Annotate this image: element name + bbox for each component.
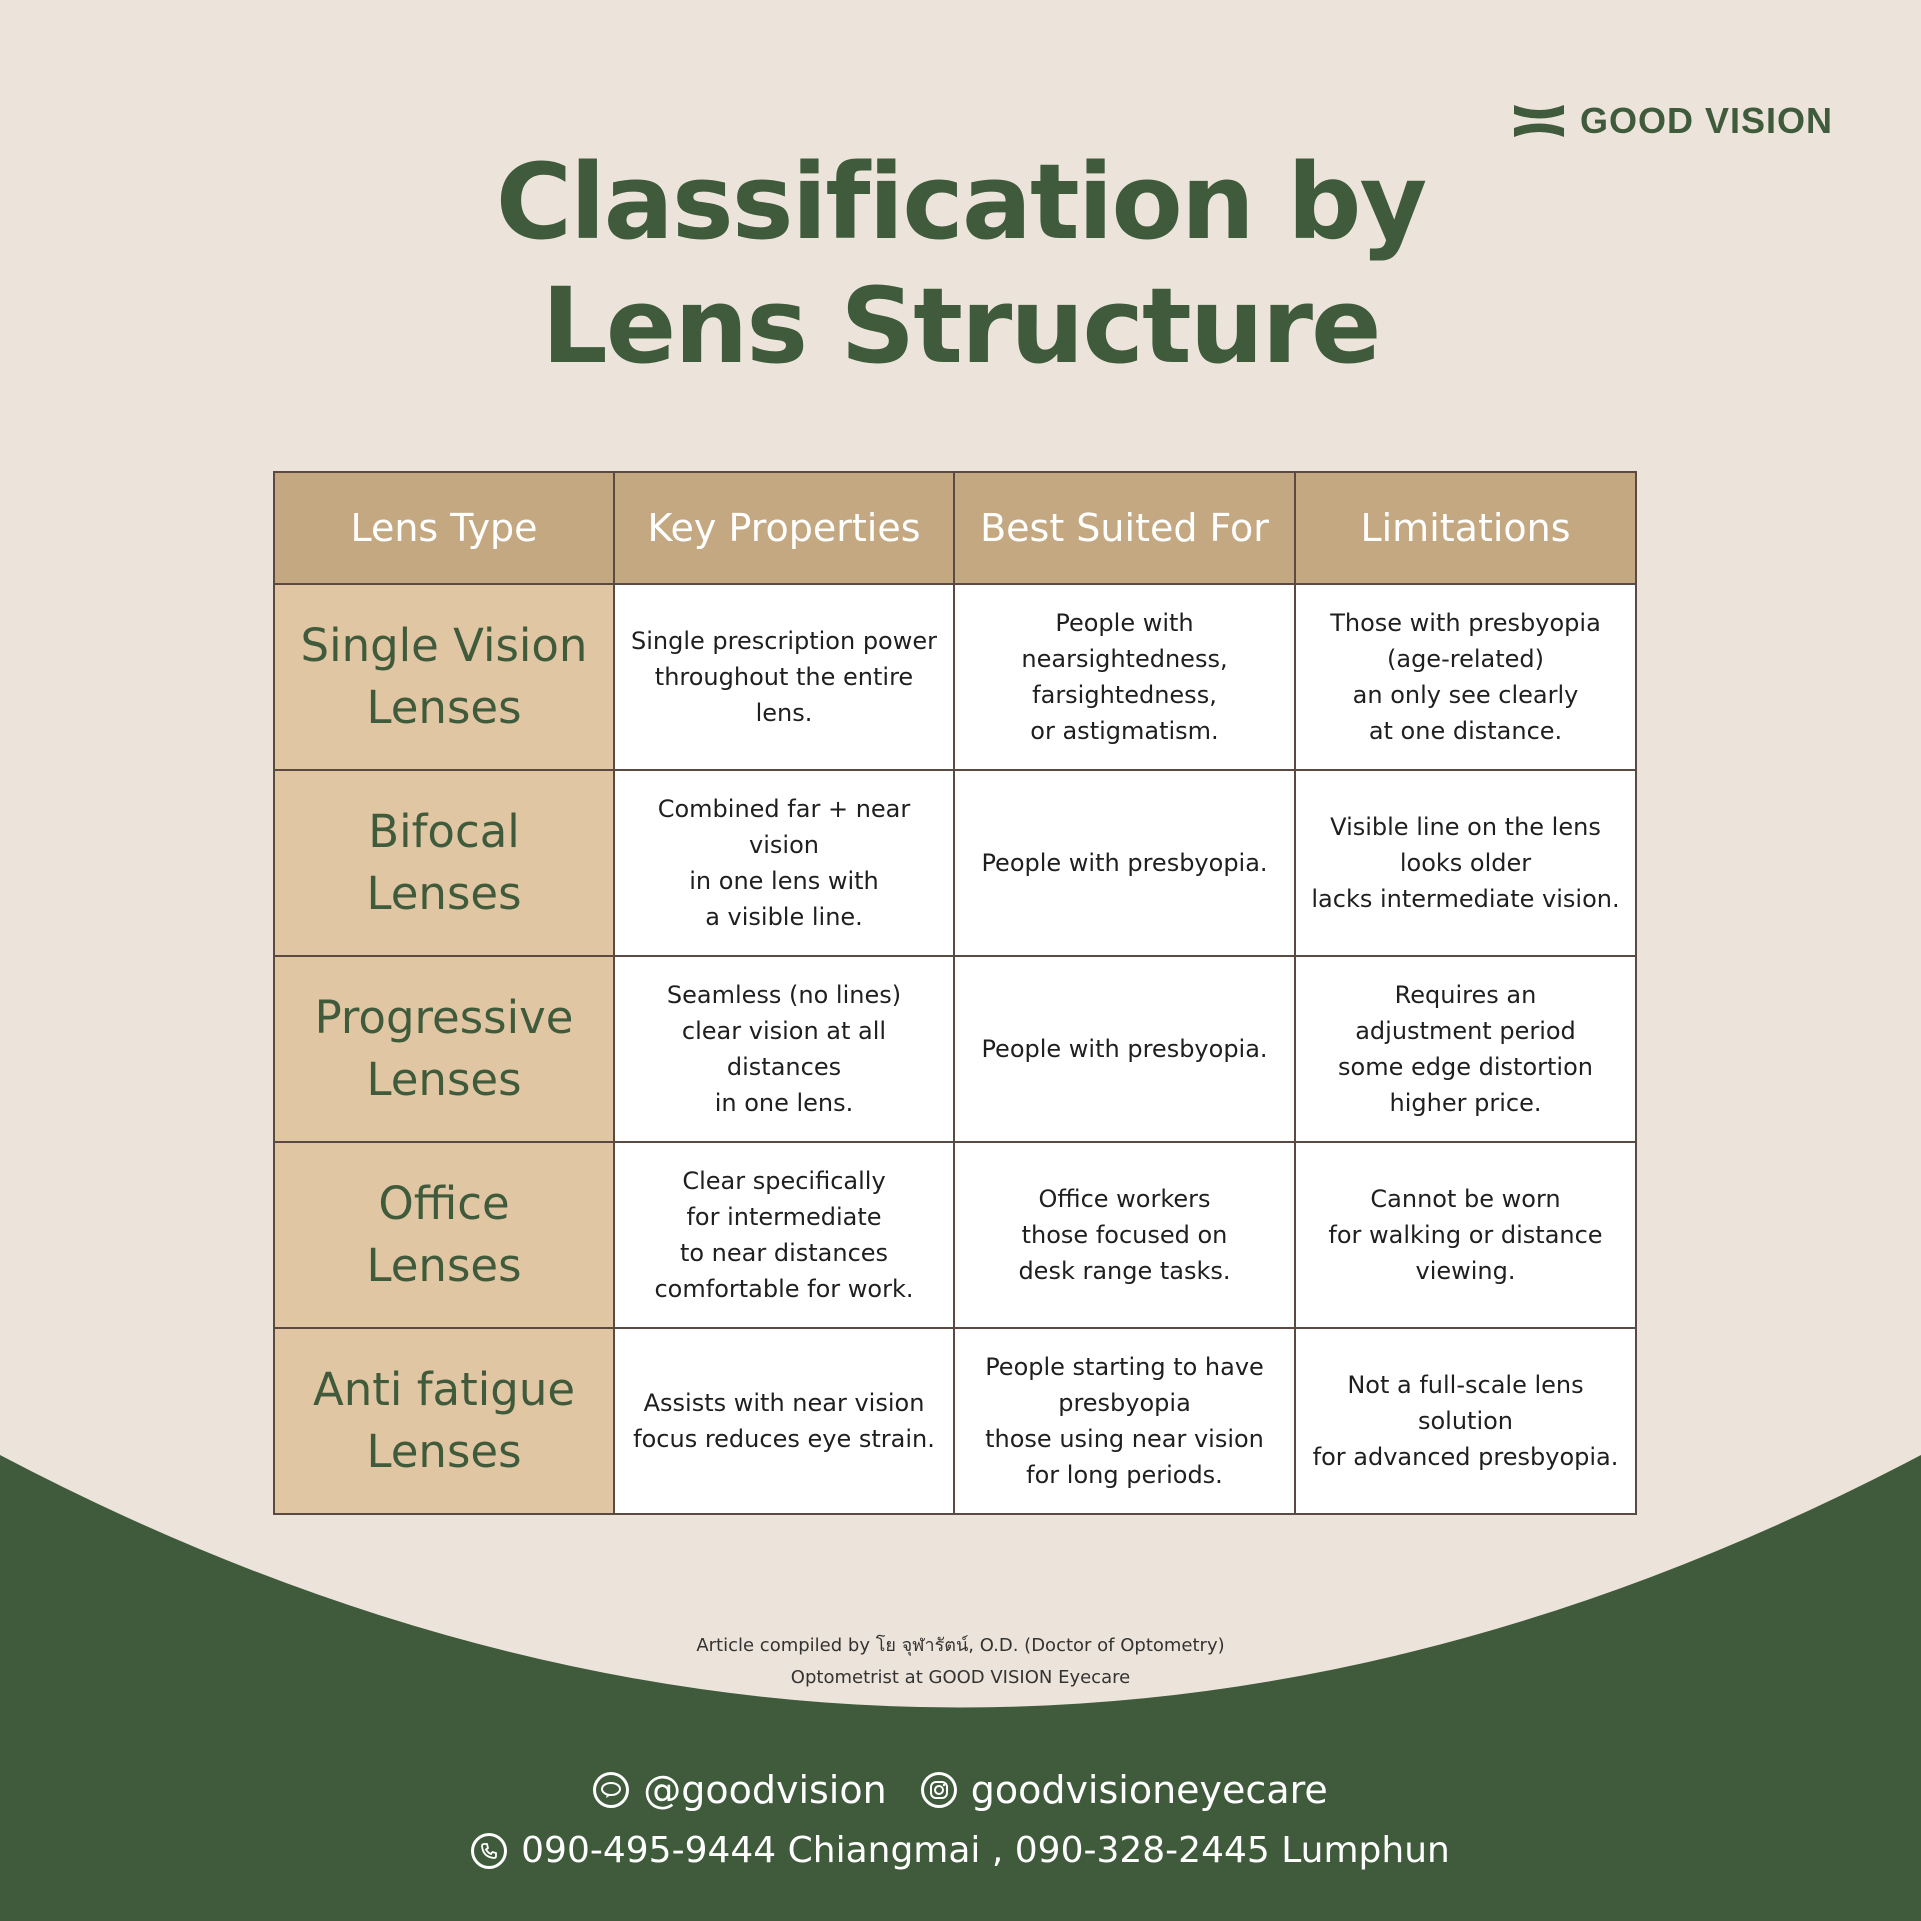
phone-icon bbox=[471, 1833, 507, 1869]
page-title bbox=[0, 140, 1921, 388]
key-properties-cell-line: focus reduces eye strain. bbox=[633, 1425, 935, 1453]
brand-logo bbox=[1512, 100, 1833, 142]
instagram-contact[interactable] bbox=[921, 1768, 1328, 1812]
limitations-cell-line: Not a full-scale lens bbox=[1347, 1371, 1584, 1399]
lens-type-cell-line: Progressive bbox=[314, 991, 574, 1044]
best-suited-cell bbox=[954, 1328, 1295, 1514]
lens-type-cell-line: Lenses bbox=[366, 867, 522, 920]
limitations-cell-line: looks older bbox=[1399, 849, 1532, 877]
limitations-cell bbox=[1295, 584, 1636, 770]
column-header: Limitations bbox=[1295, 472, 1636, 584]
lens-type-cell bbox=[274, 1328, 614, 1514]
key-properties-cell bbox=[614, 770, 954, 956]
limitations-cell-line: some edge distortion bbox=[1338, 1053, 1593, 1081]
best-suited-cell-line: People with presbyopia. bbox=[981, 849, 1268, 877]
limitations-cell-line: lacks intermediate vision. bbox=[1311, 885, 1620, 913]
key-properties-cell-line: Seamless (no lines) bbox=[666, 981, 902, 1009]
table-row bbox=[274, 1142, 1636, 1328]
best-suited-cell bbox=[954, 770, 1295, 956]
column-header: Key Properties bbox=[614, 472, 954, 584]
key-properties-cell-line: throughout the entire lens. bbox=[654, 663, 914, 727]
lens-type-cell bbox=[274, 1142, 614, 1328]
lens-type-cell-line: Office bbox=[378, 1177, 510, 1230]
limitations-cell-line: Those with presbyopia bbox=[1330, 609, 1601, 637]
lens-type-cell-line: Single Vision bbox=[300, 619, 588, 672]
limitations-cell bbox=[1295, 956, 1636, 1142]
limitations-cell-line: an only see clearly bbox=[1352, 681, 1579, 709]
best-suited-cell-line: nearsightedness, bbox=[1021, 645, 1228, 673]
credit-affiliation: Optometrist at GOOD VISION Eyecare bbox=[790, 1667, 1131, 1688]
key-properties-cell-line: Assists with near vision bbox=[643, 1389, 925, 1417]
lens-type-cell bbox=[274, 956, 614, 1142]
lens-type-cell bbox=[274, 770, 614, 956]
table-header-row bbox=[274, 472, 1636, 584]
table-row bbox=[274, 770, 1636, 956]
limitations-cell-line: adjustment period bbox=[1355, 1017, 1576, 1045]
key-properties-cell-line: Combined far + near vision bbox=[657, 795, 911, 859]
key-properties-cell bbox=[614, 1142, 954, 1328]
social-contacts bbox=[0, 1768, 1921, 1812]
limitations-cell-line: higher price. bbox=[1389, 1089, 1542, 1117]
key-properties-cell-line: in one lens with bbox=[689, 867, 879, 895]
title-line-1: Classification by bbox=[495, 141, 1426, 263]
limitations-cell-line: Cannot be worn bbox=[1370, 1185, 1561, 1213]
best-suited-cell-line: those focused on bbox=[1021, 1221, 1228, 1249]
key-properties-cell bbox=[614, 1328, 954, 1514]
best-suited-cell-line: presbyopia bbox=[1058, 1389, 1191, 1417]
limitations-cell-line: at one distance. bbox=[1368, 717, 1563, 745]
lens-type-cell bbox=[274, 584, 614, 770]
key-properties-cell-line: clear vision at all distances bbox=[681, 1017, 887, 1081]
best-suited-cell bbox=[954, 1142, 1295, 1328]
lens-type-cell-line: Bifocal bbox=[368, 805, 520, 858]
limitations-cell-line: for advanced presbyopia. bbox=[1312, 1443, 1619, 1471]
key-properties-cell-line: Clear specifically bbox=[682, 1167, 886, 1195]
column-header: Best Suited For bbox=[954, 472, 1295, 584]
limitations-cell-line: viewing. bbox=[1415, 1257, 1516, 1285]
line-contact[interactable] bbox=[593, 1768, 886, 1812]
table-row bbox=[274, 1328, 1636, 1514]
key-properties-cell bbox=[614, 584, 954, 770]
article-credit bbox=[0, 1630, 1921, 1694]
limitations-cell bbox=[1295, 1142, 1636, 1328]
best-suited-cell-line: farsightedness, bbox=[1032, 681, 1217, 709]
instagram-handle: goodvisioneyecare bbox=[970, 1768, 1328, 1812]
credit-author: Article compiled by โย จุฬารัตน์, O.D. (Doctor of Optometry) bbox=[696, 1635, 1225, 1656]
lens-type-cell-line: Lenses bbox=[366, 1053, 522, 1106]
limitations-cell-line: (age-related) bbox=[1387, 645, 1544, 673]
line-handle: @goodvision bbox=[643, 1768, 887, 1812]
limitations-cell-line: for walking or distance bbox=[1328, 1221, 1603, 1249]
lens-type-cell-line: Lenses bbox=[366, 1239, 522, 1292]
key-properties-cell-line: comfortable for work. bbox=[654, 1275, 914, 1303]
logo-mark-icon bbox=[1512, 101, 1566, 141]
column-header: Lens Type bbox=[274, 472, 614, 584]
key-properties-cell-line: Single prescription power bbox=[631, 627, 937, 655]
key-properties-cell-line: in one lens. bbox=[714, 1089, 854, 1117]
limitations-cell-line: Visible line on the lens bbox=[1330, 813, 1601, 841]
limitations-cell bbox=[1295, 1328, 1636, 1514]
line-app-icon bbox=[593, 1772, 629, 1808]
key-properties-cell bbox=[614, 956, 954, 1142]
key-properties-cell-line: a visible line. bbox=[705, 903, 863, 931]
limitations-cell-line: solution bbox=[1417, 1407, 1514, 1435]
best-suited-cell-line: or astigmatism. bbox=[1030, 717, 1219, 745]
lens-type-cell-line: Lenses bbox=[366, 681, 522, 734]
best-suited-cell-line: those using near vision bbox=[985, 1425, 1264, 1453]
phone-contacts bbox=[0, 1830, 1921, 1871]
best-suited-cell-line: People starting to have bbox=[985, 1353, 1264, 1381]
best-suited-cell-line: People with bbox=[1055, 609, 1194, 637]
key-properties-cell-line: for intermediate bbox=[686, 1203, 882, 1231]
lens-classification-table bbox=[273, 471, 1637, 1515]
phone-numbers[interactable]: 090-495-9444 Chiangmai , 090-328-2445 Lumphun bbox=[521, 1830, 1450, 1871]
best-suited-cell-line: Office workers bbox=[1038, 1185, 1211, 1213]
instagram-icon bbox=[921, 1772, 957, 1808]
best-suited-cell-line: People with presbyopia. bbox=[981, 1035, 1268, 1063]
table-row bbox=[274, 584, 1636, 770]
lens-type-cell-line: Anti fatigue bbox=[312, 1363, 576, 1416]
title-line-2: Lens Structure bbox=[541, 265, 1380, 387]
limitations-cell bbox=[1295, 770, 1636, 956]
table-row bbox=[274, 956, 1636, 1142]
limitations-cell-line: Requires an bbox=[1394, 981, 1537, 1009]
lens-type-cell-line: Lenses bbox=[366, 1425, 522, 1478]
best-suited-cell bbox=[954, 956, 1295, 1142]
key-properties-cell-line: to near distances bbox=[679, 1239, 889, 1267]
best-suited-cell-line: desk range tasks. bbox=[1018, 1257, 1231, 1285]
table-body bbox=[274, 584, 1636, 1514]
brand-name: GOOD VISION bbox=[1580, 100, 1834, 141]
best-suited-cell-line: for long periods. bbox=[1026, 1461, 1223, 1489]
best-suited-cell bbox=[954, 584, 1295, 770]
